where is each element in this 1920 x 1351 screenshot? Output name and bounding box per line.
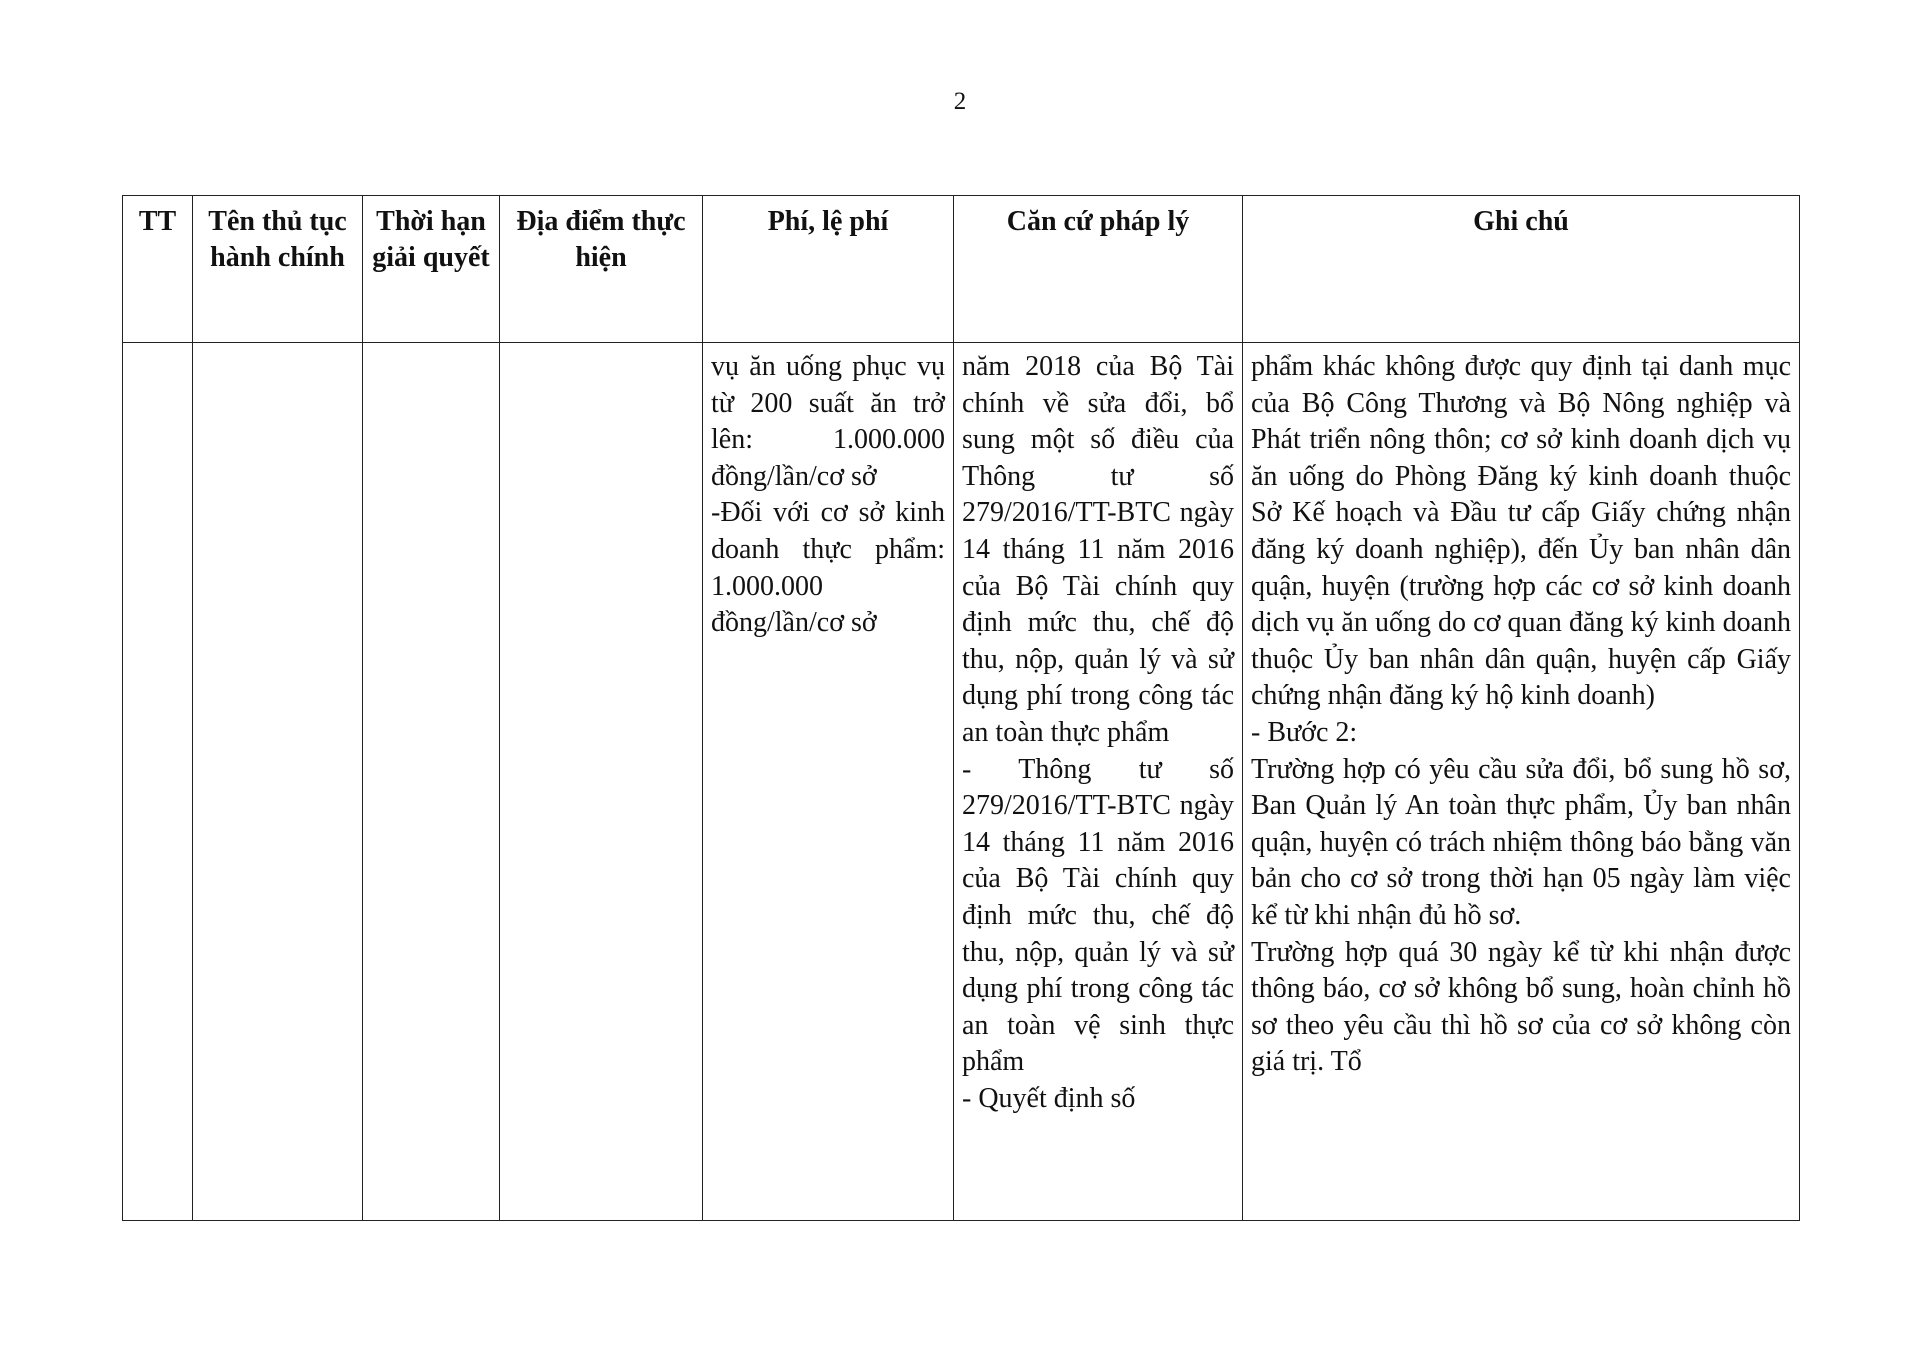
cell-ten-thu-tuc [193,343,363,1221]
ghi-chu-text [1251,349,1791,1081]
cell-ghi-chu [1243,343,1800,1221]
ghi-chu-paragraph: phẩm khác không được quy định tại danh mục của Bộ Công Thương và Bộ Nông nghiệp và Phát triển nông thôn; cơ sở kinh doanh dịch vụ ăn uống do Phòng Đăng ký kinh doanh thuộc Sở Kế hoạch và Đầu tư cấp Giấy chứng nhận đăng ký doanh nghiệp), đến Ủy ban nhân dân quận, huyện (trường hợp các cơ sở kinh doanh dịch vụ ăn uống do cơ quan đăng ký kinh doanh thuộc Ủy ban nhân dân quận, huyện cấp Giấy chứng nhận đăng ký hộ kinh doanh) [1251,351,1791,712]
header-phi-le-phi: Phí, lệ phí [703,196,954,343]
header-dia-diem: Địa điểm thực hiện [500,196,703,343]
ghi-chu-paragraph: Trường hợp có yêu cầu sửa đổi, bổ sung hồ sơ, Ban Quản lý An toàn thực phẩm, Ủy ban nhân quận, huyện có trách nhiệm thông báo bằng văn bản cho cơ sở trong thời hạn 05 ngày làm việc kể từ khi nhận đủ hồ sơ. [1251,753,1791,931]
header-ten-thu-tuc: Tên thủ tục hành chính [193,196,363,343]
cell-dia-diem [500,343,703,1221]
header-can-cu-phap-ly: Căn cứ pháp lý [954,196,1243,343]
table-row [123,343,1800,1221]
page-number: 2 [953,88,967,115]
header-ghi-chu: Ghi chú [1243,196,1800,343]
ghi-chu-paragraph: - Bước 2: [1251,716,1358,748]
phi-le-phi-text: vụ ăn uống phục vụ từ 200 suất ăn trở lên: 1.000.000 đồng/lần/cơ sở -Đối với cơ sở kinh doanh thực phẩm: 1.000.000 đồng/lần/cơ sở [711,351,945,639]
header-tt: TT [123,196,193,343]
header-thoi-han: Thời hạn giải quyết [363,196,500,343]
cell-phi-le-phi [703,343,954,1221]
can-cu-phap-ly-text: năm 2018 của Bộ Tài chính về sửa đổi, bổ sung một số điều của Thông tư số 279/2016/TT-BTC ngày 14 tháng 11 năm 2016 của Bộ Tài chính quy định mức thu, chế độ thu, nộp, quản lý và sử dụng phí trong công tác an toàn thực phẩm - Thông tư số 279/2016/TT-BTC ngày 14 tháng 11 năm 2016 của Bộ Tài chính quy định mức thu, chế độ thu, nộp, quản lý và sử dụng phí trong công tác an toàn vệ sinh thực phẩm - Quyết định số [962,351,1234,1114]
ghi-chu-paragraph: Trường hợp quá 30 ngày kể từ khi nhận được thông báo, cơ sở không bổ sung, hoàn chỉnh hồ sơ theo yêu cầu thì hồ sơ của cơ sở không còn giá trị. Tổ [1251,936,1791,1078]
cell-can-cu-phap-ly [954,343,1243,1221]
table-header-row [123,196,1800,343]
procedure-table [122,195,1800,1221]
cell-thoi-han [363,343,500,1221]
cell-tt [123,343,193,1221]
